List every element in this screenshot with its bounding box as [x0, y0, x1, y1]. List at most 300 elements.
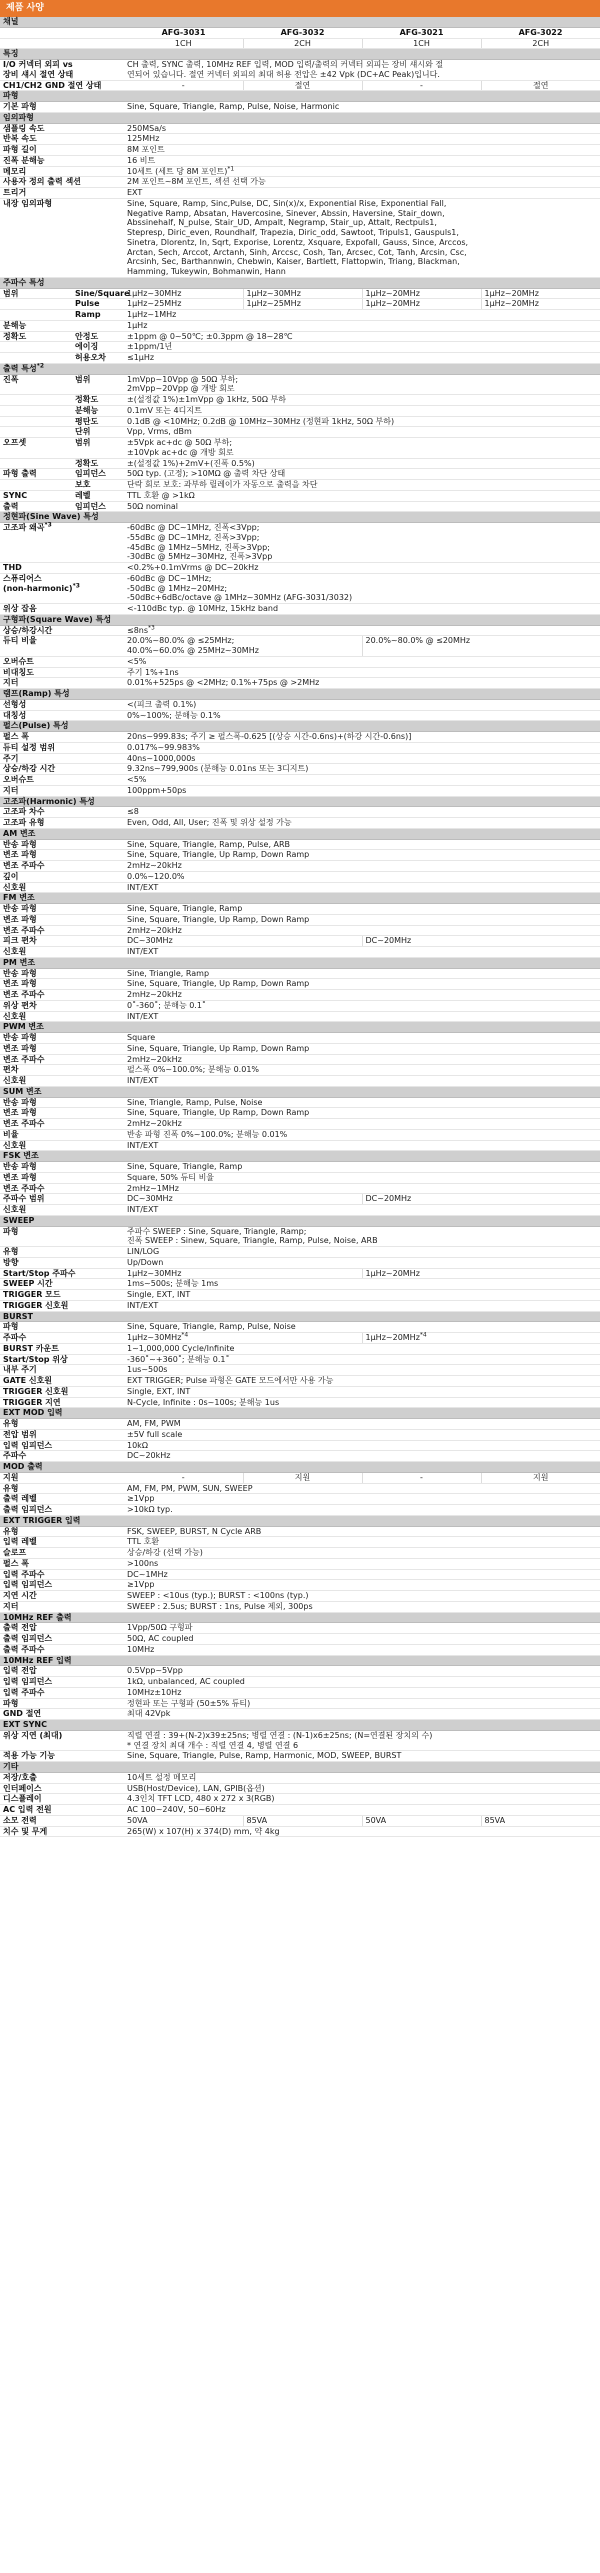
spec-value: 50Ω, AC coupled — [124, 1634, 600, 1645]
spec-value: <5% — [124, 775, 600, 786]
spec-label — [0, 38, 124, 49]
spec-value: 주기 1%+1ns — [124, 667, 600, 678]
spec-value: 85VA — [243, 1815, 362, 1826]
spec-value: 2mHz~20kHz — [124, 925, 600, 936]
section-title: 고조파(Harmonic) 특성 — [0, 796, 600, 807]
section-title: 구형파(Square Wave) 특성 — [0, 614, 600, 625]
spec-label: 방향 — [0, 1257, 124, 1268]
spec-row — [0, 1097, 600, 1108]
spec-value: 1~1,000,000 Cycle/Infinite — [124, 1343, 600, 1354]
spec-value: 0.017%~99.983% — [124, 742, 600, 753]
spec-label: 지터 — [0, 678, 124, 689]
spec-label: 선형성 — [0, 699, 124, 710]
spec-value: 1μHz~20MHz — [481, 288, 600, 299]
spec-value: - — [362, 1472, 481, 1483]
spec-label: 펄스 폭 — [0, 1558, 124, 1569]
spec-value: 1mVpp~10Vpp @ 50Ω 부하; 2mVpp~20Vpp @ 개방 회로 — [124, 374, 600, 395]
spec-sublabel: 에이징 — [72, 342, 124, 353]
spec-row — [0, 1751, 600, 1762]
section-header — [0, 721, 600, 732]
spec-row — [0, 936, 600, 947]
spec-row — [0, 1826, 600, 1837]
spec-label: I/O 커넥터 외피 vs 장비 섀시 절연 상태 — [0, 60, 124, 81]
spec-label: 출력 임피던스 — [0, 1505, 124, 1516]
spec-value: AM, FM, PWM — [124, 1419, 600, 1430]
spec-value: Sine, Square, Triangle, Ramp — [124, 1162, 600, 1173]
spec-value: 265(W) x 107(H) x 374(D) mm, 약 4kg — [124, 1826, 600, 1837]
spec-label: 파형 — [0, 1698, 124, 1709]
spec-value: 100ppm+50ps — [124, 785, 600, 796]
spec-value: Sine, Square, Triangle, Ramp, Pulse, Noise, Harmonic — [124, 102, 600, 113]
spec-value: - — [362, 80, 481, 91]
section-title: AM 변조 — [0, 828, 600, 839]
spec-row — [0, 80, 600, 91]
spec-value: 지원 — [243, 1472, 362, 1483]
section-title: EXT TRIGGER 입력 — [0, 1515, 600, 1526]
section-title: 출력 특성$^{*2}$ — [0, 363, 600, 374]
spec-value: ±(설정값 1%)±1mVpp @ 1kHz, 50Ω 부하 — [124, 395, 600, 406]
spec-label: 반복 속도 — [0, 134, 124, 145]
spec-label: 출력 임피던스 — [0, 1634, 124, 1645]
spec-label: 반송 파형 — [0, 904, 124, 915]
spec-label: 신호원 — [0, 1205, 124, 1216]
spec-value: 10MHz±10Hz — [124, 1687, 600, 1698]
spec-value: DC~30MHz — [124, 936, 362, 947]
spec-row — [0, 1794, 600, 1805]
spec-row — [0, 573, 600, 603]
spec-value: DC~1MHz — [124, 1569, 600, 1580]
spec-row — [0, 947, 600, 958]
spec-value: <0.2%+0.1mVrms @ DC~20kHz — [124, 563, 600, 574]
spec-row — [0, 925, 600, 936]
section-title: EXT SYNC — [0, 1720, 600, 1731]
section-header — [0, 614, 600, 625]
spec-value: <-110dBc typ. @ 10MHz, 15kHz band — [124, 604, 600, 615]
spec-label: 전압 범위 — [0, 1429, 124, 1440]
spec-value: USB(Host/Device), LAN, GPIB(옵션) — [124, 1783, 600, 1794]
spec-row — [0, 871, 600, 882]
spec-label: BURST 카운트 — [0, 1343, 124, 1354]
spec-value: 50VA — [362, 1815, 481, 1826]
spec-value: - — [124, 80, 243, 91]
spec-row — [0, 1419, 600, 1430]
spec-row — [0, 1376, 600, 1387]
model-name: AFG-3031 — [124, 27, 243, 38]
spec-value: SWEEP : <10us (typ.); BURST : <100ns (typ.) — [124, 1591, 600, 1602]
spec-label: 파형 출력 — [0, 469, 72, 480]
spec-value: Single, EXT, INT — [124, 1386, 600, 1397]
spec-label — [0, 405, 72, 416]
spec-value: - — [124, 1472, 243, 1483]
spec-row — [0, 1440, 600, 1451]
spec-row — [0, 1033, 600, 1044]
spec-row — [0, 123, 600, 134]
spec-value: 1us~500s — [124, 1365, 600, 1376]
section-header — [0, 1408, 600, 1419]
spec-row — [0, 1226, 600, 1247]
spec-value: Square — [124, 1033, 600, 1044]
spec-label: 샘플링 속도 — [0, 123, 124, 134]
spec-row — [0, 1698, 600, 1709]
section-header — [0, 1022, 600, 1033]
spec-label: 출력 전압 — [0, 1623, 124, 1634]
model-name: AFG-3022 — [481, 27, 600, 38]
spec-label: 파형 길이 — [0, 145, 124, 156]
section-title: 10MHz REF 출력 — [0, 1612, 600, 1623]
spec-value: 125MHz — [124, 134, 600, 145]
section-header — [0, 893, 600, 904]
page-title: 제품 사양 — [0, 0, 600, 17]
spec-label: 고조파 차수 — [0, 807, 124, 818]
spec-label: 슬로프 — [0, 1548, 124, 1559]
spec-row — [0, 656, 600, 667]
spec-label: 주파수 — [0, 1451, 124, 1462]
spec-value: INT/EXT — [124, 882, 600, 893]
spec-row — [0, 1644, 600, 1655]
spec-label — [0, 480, 72, 491]
section-header — [0, 1311, 600, 1322]
spec-sublabel: 정확도 — [72, 458, 124, 469]
spec-row — [0, 134, 600, 145]
spec-value: Sine, Square, Triangle, Up Ramp, Down Ramp — [124, 850, 600, 861]
spec-row — [0, 405, 600, 416]
spec-value: INT/EXT — [124, 947, 600, 958]
spec-row — [0, 374, 600, 395]
spec-value: 40ns~1000,000s — [124, 753, 600, 764]
spec-row — [0, 102, 600, 113]
spec-sublabel: 정확도 — [72, 395, 124, 406]
spec-value: 50VA — [124, 1815, 243, 1826]
spec-label — [0, 342, 72, 353]
model-name: AFG-3021 — [362, 27, 481, 38]
spec-row — [0, 1076, 600, 1087]
spec-row — [0, 1140, 600, 1151]
section-title: FM 변조 — [0, 893, 600, 904]
spec-row — [0, 501, 600, 512]
spec-value: 1μHz~20MHz — [362, 299, 481, 310]
spec-value: 4.3인치 TFT LCD, 480 x 272 x 3(RGB) — [124, 1794, 600, 1805]
spec-value: 정현파 또는 구형파 (50±5% 듀티) — [124, 1698, 600, 1709]
spec-value: 0˚-360˚; 분해능 0.1˚ — [124, 1000, 600, 1011]
spec-sublabel: Ramp — [72, 310, 124, 321]
spec-row — [0, 177, 600, 188]
spec-label: 반송 파형 — [0, 1033, 124, 1044]
spec-value: 2CH — [243, 38, 362, 49]
spec-row — [0, 1183, 600, 1194]
section-header — [0, 1612, 600, 1623]
spec-value: 1μHz~20MHz — [481, 299, 600, 310]
spec-row — [0, 979, 600, 990]
spec-value: 1ms~500s; 분해능 1ms — [124, 1279, 600, 1290]
spec-value: TTL 호환 — [124, 1537, 600, 1548]
spec-label: 신호원 — [0, 1011, 124, 1022]
section-header — [0, 1086, 600, 1097]
spec-row — [0, 1687, 600, 1698]
spec-row — [0, 458, 600, 469]
spec-row — [0, 60, 600, 81]
spec-row — [0, 807, 600, 818]
spec-row — [0, 188, 600, 199]
spec-row — [0, 288, 600, 299]
spec-value: 2mHz~20kHz — [124, 990, 600, 1001]
spec-label: 상승/하강시간 — [0, 625, 124, 636]
spec-value: 주파수 SWEEP : Sine, Square, Triangle, Ramp; 진폭 SWEEP : Sinew, Square, Triangle, Ramp, Pulse, Noise, ARB — [124, 1226, 600, 1247]
spec-label: 오버슈트 — [0, 775, 124, 786]
spec-label — [0, 395, 72, 406]
spec-label: 고조파 왜곡$^{*3}$ — [0, 523, 124, 563]
spec-value: Sine, Triangle, Ramp, Pulse, Noise — [124, 1097, 600, 1108]
spec-label: THD — [0, 563, 124, 574]
spec-label: 변조 파형 — [0, 1043, 124, 1054]
spec-row — [0, 353, 600, 364]
spec-value: <5% — [124, 656, 600, 667]
spec-value: 1μHz~1MHz — [124, 310, 600, 321]
spec-row — [0, 155, 600, 166]
spec-row — [0, 166, 600, 177]
spec-label: 저장/호출 — [0, 1772, 124, 1783]
spec-label: 스퓨리어스 (non-harmonic)$^{*3}$ — [0, 573, 124, 603]
spec-value: INT/EXT — [124, 1140, 600, 1151]
spec-value: ≥1Vpp — [124, 1494, 600, 1505]
spec-value: $\le 8ns^{*3}$ — [124, 625, 600, 636]
spec-label — [0, 299, 72, 310]
spec-row — [0, 1365, 600, 1376]
section-title: 정현파(Sine Wave) 특성 — [0, 512, 600, 523]
spec-value: Sine, Square, Triangle, Ramp, Pulse, Noise — [124, 1322, 600, 1333]
spec-value: 2M 포인트~8M 포인트, 섹션 선택 가능 — [124, 177, 600, 188]
spec-value: 10MHz — [124, 1644, 600, 1655]
section-header — [0, 1762, 600, 1773]
spec-row — [0, 625, 600, 636]
spec-value: >100ns — [124, 1558, 600, 1569]
spec-value: 1CH — [124, 38, 243, 49]
spec-label: 변조 파형 — [0, 850, 124, 861]
spec-value: DC~20MHz — [362, 1194, 600, 1205]
spec-label: 출력 주파수 — [0, 1644, 124, 1655]
spec-value: INT/EXT — [124, 1076, 600, 1087]
spec-value: 상승/하강 (선택 가능) — [124, 1548, 600, 1559]
spec-label: 유형 — [0, 1526, 124, 1537]
spec-sublabel: 안정도 — [72, 331, 124, 342]
spec-label: 변조 주파수 — [0, 925, 124, 936]
spec-row — [0, 1108, 600, 1119]
spec-label: 유형 — [0, 1247, 124, 1258]
section-header — [0, 17, 600, 27]
spec-label: 입력 전압 — [0, 1666, 124, 1677]
spec-label: 지터 — [0, 1601, 124, 1612]
spec-row — [0, 1494, 600, 1505]
spec-row — [0, 1783, 600, 1794]
spec-value: 20.0%~80.0% @ ≤20MHz — [362, 636, 600, 657]
spec-label: 치수 및 무게 — [0, 1826, 124, 1837]
spec-row — [0, 818, 600, 829]
spec-sublabel: 임피던스 — [72, 501, 124, 512]
spec-value: -360˚~+360˚; 분해능 0.1˚ — [124, 1354, 600, 1365]
spec-row — [0, 882, 600, 893]
spec-row — [0, 1343, 600, 1354]
spec-row — [0, 490, 600, 501]
spec-value: -60dBc @ DC~1MHz; -50dBc @ 1MHz~20MHz; -50dBc+6dBc/octave @ 1MHz~30MHz (AFG-3031/3032) — [124, 573, 600, 603]
spec-label: CH1/CH2 GND 절연 상태 — [0, 80, 124, 91]
spec-row — [0, 480, 600, 491]
spec-value: Up/Down — [124, 1257, 600, 1268]
spec-row — [0, 1815, 600, 1826]
spec-row — [0, 1483, 600, 1494]
spec-row — [0, 1666, 600, 1677]
spec-value: 50Ω typ. (고정); >10MΩ @ 출력 차단 상태 — [124, 469, 600, 480]
spec-value: ≤1μHz — [124, 353, 600, 364]
spec-value: 1μHz~30MHz — [124, 288, 243, 299]
spec-sublabel: 보호 — [72, 480, 124, 491]
spec-value: 10세트 설정 메모리 — [124, 1772, 600, 1783]
spec-value: INT/EXT — [124, 1300, 600, 1311]
spec-sublabel: 범위 — [72, 374, 124, 395]
spec-value: 0.1mV 또는 4디지트 — [124, 405, 600, 416]
spec-value: 0.5Vpp~5Vpp — [124, 1666, 600, 1677]
spec-label: 듀티 비율 — [0, 636, 124, 657]
spec-label: GND 절연 — [0, 1709, 124, 1720]
section-title: 채널 — [0, 17, 600, 27]
spec-row — [0, 416, 600, 427]
spec-value: 10kΩ — [124, 1440, 600, 1451]
spec-value: 1kΩ, unbalanced, AC coupled — [124, 1677, 600, 1688]
section-header — [0, 49, 600, 60]
spec-value: Sine, Square, Triangle, Up Ramp, Down Ramp — [124, 1108, 600, 1119]
spec-value: 2mHz~20kHz — [124, 1054, 600, 1065]
spec-value: ±(설정값 1%)+2mV+(진폭 0.5%) — [124, 458, 600, 469]
spec-value: INT/EXT — [124, 1011, 600, 1022]
spec-row — [0, 764, 600, 775]
spec-row — [0, 145, 600, 156]
spec-row — [0, 1505, 600, 1516]
spec-row — [0, 861, 600, 872]
spec-row — [0, 1247, 600, 1258]
spec-row — [0, 1322, 600, 1333]
spec-value: 1μHz~30MHz — [243, 288, 362, 299]
section-header — [0, 363, 600, 374]
spec-row — [0, 1290, 600, 1301]
spec-label: 변조 주파수 — [0, 861, 124, 872]
spec-sublabel: Pulse — [72, 299, 124, 310]
spec-label: 대칭성 — [0, 710, 124, 721]
spec-value: Even, Odd, All, User; 진폭 및 위상 설정 가능 — [124, 818, 600, 829]
spec-row — [0, 1129, 600, 1140]
section-header — [0, 1151, 600, 1162]
spec-value: ±5Vpk ac+dc @ 50Ω 부하; ±10Vpk ac+dc @ 개방 회로 — [124, 438, 600, 459]
spec-label: 사용자 정의 출력 섹션 — [0, 177, 124, 188]
spec-value: 1μHz~30MHz$^{*4}$ — [124, 1333, 362, 1344]
spec-value: 0%~100%; 분해능 0.1% — [124, 710, 600, 721]
spec-row — [0, 732, 600, 743]
spec-row — [0, 563, 600, 574]
spec-label: 지터 — [0, 785, 124, 796]
spec-row — [0, 1772, 600, 1783]
spec-label: 변조 주파수 — [0, 990, 124, 1001]
section-title: 램프(Ramp) 특성 — [0, 689, 600, 700]
spec-label: 신호원 — [0, 882, 124, 893]
spec-value: LIN/LOG — [124, 1247, 600, 1258]
spec-value: 1μHz~30MHz — [124, 1268, 362, 1279]
spec-row — [0, 1043, 600, 1054]
section-title: 주파수 특성 — [0, 277, 600, 288]
spec-row — [0, 523, 600, 563]
spec-label: 유형 — [0, 1483, 124, 1494]
spec-value: Sine, Square, Ramp, Sinc,Pulse, DC, Sin(x)/x, Exponential Rise, Exponential Fall, Negative Ramp, Absatan, Havercosine, Sinever, Abssin, Haversine, Stair_down, Abssinehalf, N_pulse, Stair_UD, Ampalt, Negramp, Stair_up, Attalt, Rectpuls1, Stepresp, Diric_even, Roundhalf, Trapezia, Diric_odd, Sawtoot, Tripuls1, Gauspuls1, Sinetra, Dlorentz, In, Sqrt, Exporise, Lorentz, Xsquare, Expofall, Gauss, Since, Arccos, Arctan, Sech, Arccot, Arctanh, Sinh, Arccsc, Cosh, Tan, Arcsec, Cot, Tanh, Arcsin, Csc, Arcsinh, Sec, Barthannwin, Chebwin, Kaiser, Bartlett, Flattopwin, Triang, Blackman, Hamming, Tukeywin, Bohmanwin, Hann — [124, 198, 600, 277]
section-header — [0, 796, 600, 807]
spec-label: 위상 편차 — [0, 1000, 124, 1011]
section-title: 기타 — [0, 1762, 600, 1773]
spec-value: AM, FM, PM, PWM, SUN, SWEEP — [124, 1483, 600, 1494]
section-header — [0, 91, 600, 102]
spec-value: ≥1Vpp — [124, 1580, 600, 1591]
spec-label: 기본 파형 — [0, 102, 124, 113]
section-title: 펄스(Pulse) 특성 — [0, 721, 600, 732]
spec-value: DC~30MHz — [124, 1194, 362, 1205]
spec-row — [0, 1065, 600, 1076]
spec-value: Sine, Square, Triangle, Pulse, Ramp, Harmonic, MOD, SWEEP, BURST — [124, 1751, 600, 1762]
spec-value: SWEEP : 2.5us; BURST : 1ns, Pulse 제외, 300ps — [124, 1601, 600, 1612]
spec-sublabel: 분해능 — [72, 405, 124, 416]
spec-row — [0, 38, 600, 49]
spec-row — [0, 775, 600, 786]
spec-value: Sine, Square, Triangle, Up Ramp, Down Ramp — [124, 914, 600, 925]
spec-label: 신호원 — [0, 1140, 124, 1151]
spec-label — [0, 27, 124, 38]
spec-label: 변조 파형 — [0, 979, 124, 990]
spec-label: 변조 주파수 — [0, 1054, 124, 1065]
spec-row — [0, 1537, 600, 1548]
spec-row — [0, 678, 600, 689]
section-title: 특징 — [0, 49, 600, 60]
spec-value: Single, EXT, INT — [124, 1290, 600, 1301]
spec-value: 8M 포인트 — [124, 145, 600, 156]
spec-label: 변조 파형 — [0, 1108, 124, 1119]
spec-label: 듀티 설정 범위 — [0, 742, 124, 753]
section-header — [0, 512, 600, 523]
section-title: SWEEP — [0, 1215, 600, 1226]
spec-row — [0, 427, 600, 438]
spec-row — [0, 1268, 600, 1279]
spec-label: 주파수 — [0, 1333, 124, 1344]
spec-row — [0, 1472, 600, 1483]
spec-value: 반송 파형 진폭 0%~100.0%; 분해능 0.01% — [124, 1129, 600, 1140]
spec-label — [0, 310, 72, 321]
spec-label: 메모리 — [0, 166, 124, 177]
spec-value: 지원 — [481, 1472, 600, 1483]
spec-value: Sine, Square, Triangle, Up Ramp, Down Ramp — [124, 1043, 600, 1054]
spec-row — [0, 1677, 600, 1688]
section-header — [0, 112, 600, 123]
section-header — [0, 828, 600, 839]
section-header — [0, 277, 600, 288]
spec-row — [0, 320, 600, 331]
spec-value: <(피크 출력 0.1%) — [124, 699, 600, 710]
spec-label: AC 입력 전원 — [0, 1805, 124, 1816]
spec-row — [0, 1805, 600, 1816]
spec-label: 반송 파형 — [0, 1097, 124, 1108]
spec-label: 신호원 — [0, 1076, 124, 1087]
spec-label: 출력 — [0, 501, 72, 512]
spec-value: 1μHz~20MHz — [362, 1268, 600, 1279]
spec-row — [0, 710, 600, 721]
spec-row — [0, 438, 600, 459]
spec-value: 1μHz~25MHz — [124, 299, 243, 310]
spec-value: ≤8 — [124, 807, 600, 818]
section-header — [0, 1655, 600, 1666]
spec-label: 정확도 — [0, 331, 72, 342]
spec-value: 펄스폭 0%~100.0%; 분해능 0.01% — [124, 1065, 600, 1076]
spec-value: 10세트 (세트 당 8M 포인트)$^{*1}$ — [124, 166, 600, 177]
